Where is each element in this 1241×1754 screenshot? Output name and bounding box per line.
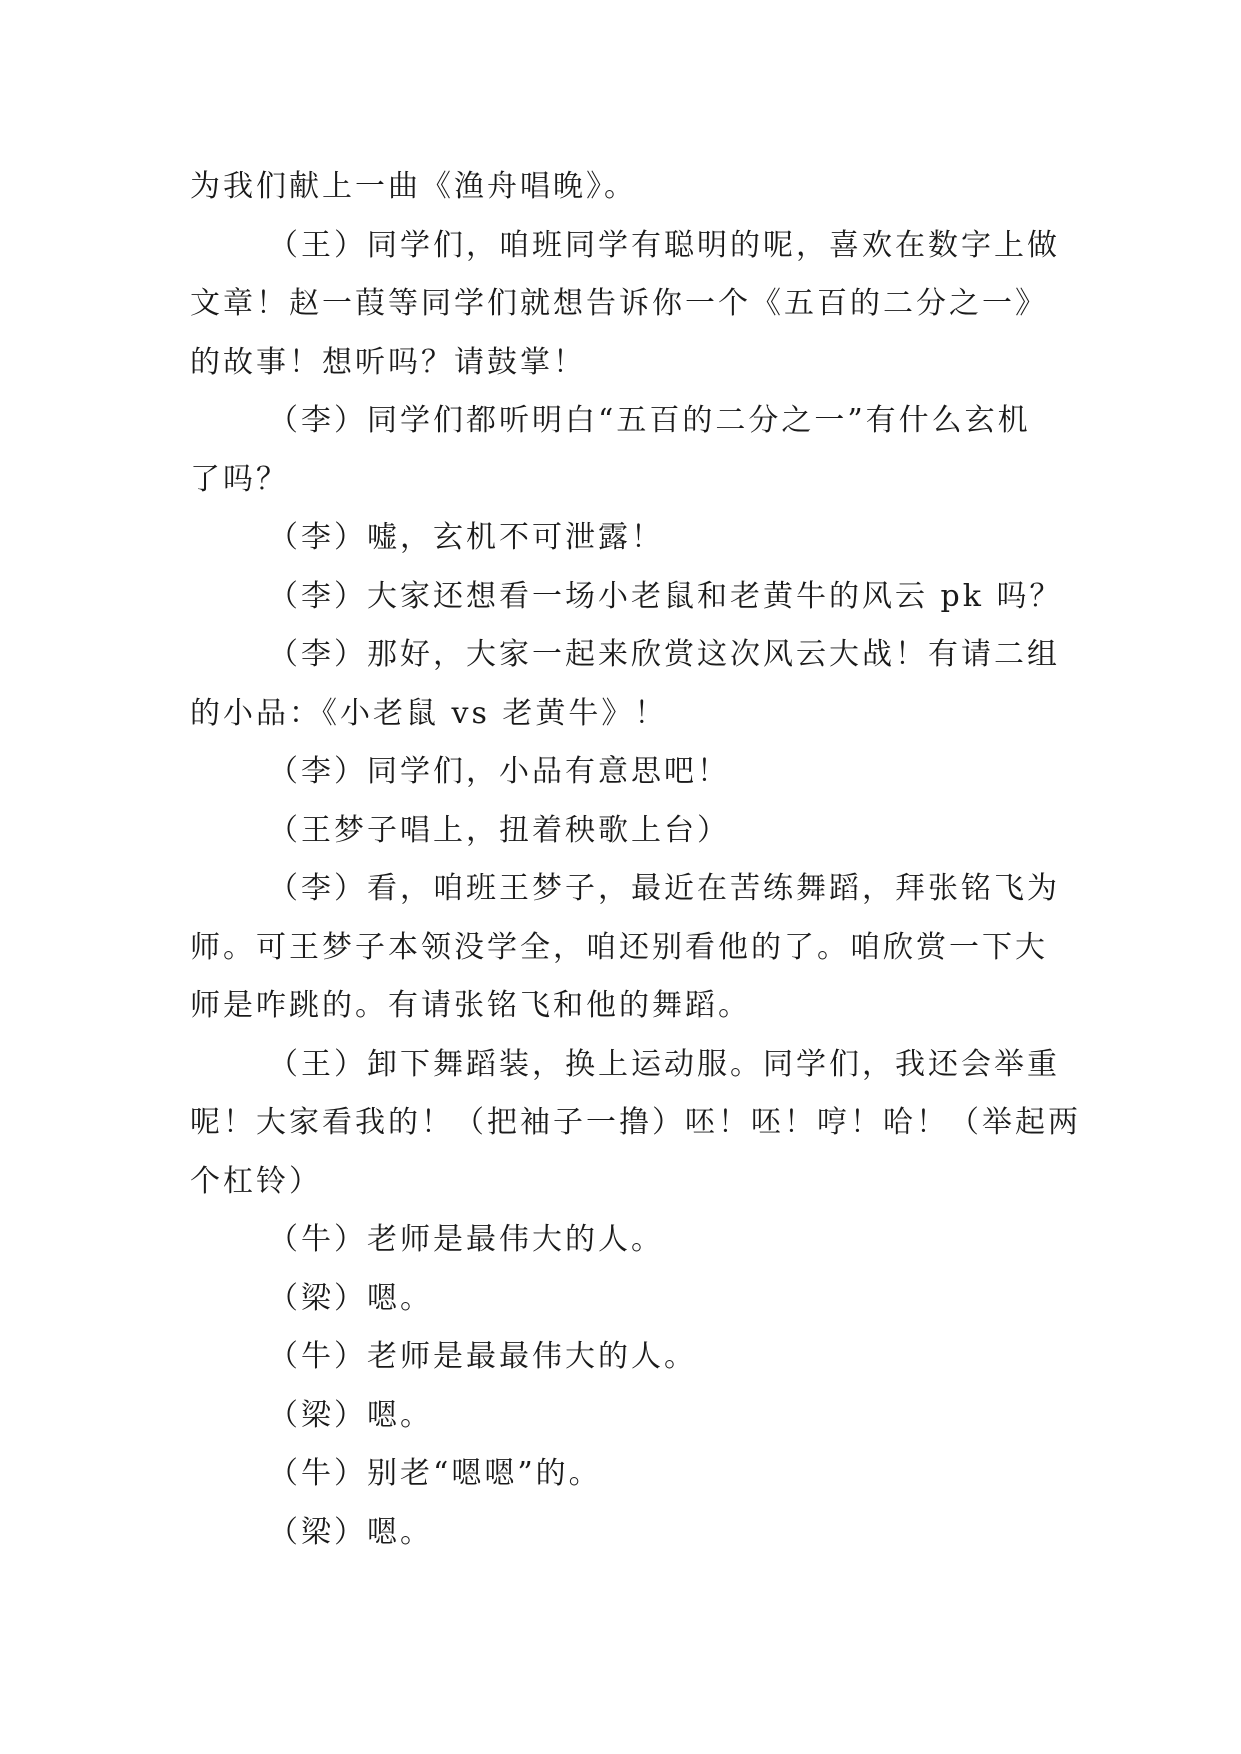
text-line: （李）大家还想看一场小老鼠和老黄牛的风云 pk 吗？: [268, 578, 1063, 614]
paragraph-15: [190, 1445, 1070, 1504]
text-line: （牛）别老“嗯嗯”的。: [268, 1456, 602, 1491]
paragraph-6: [190, 626, 1070, 743]
text-line: （李）看，咱班王梦子，最近在苦练舞蹈，拜张铭飞为: [268, 871, 1060, 906]
text-line: 的故事！想听吗？请鼓掌！: [190, 344, 586, 380]
text-line: （王）同学们，咱班同学有聪明的呢，喜欢在数字上做: [268, 227, 1060, 263]
text-line: （梁）嗯。: [268, 1514, 433, 1550]
text-line: 了吗？: [190, 461, 289, 497]
text-line: （梁）嗯。: [268, 1280, 433, 1316]
paragraph-4: [190, 509, 1070, 568]
paragraph-1: [190, 158, 1070, 217]
paragraph-8: [190, 802, 1070, 861]
text-line: （李）那好，大家一起来欣赏这次风云大战！有请二组: [268, 637, 1060, 672]
text-line: 为我们献上一曲《渔舟唱晚》。: [190, 169, 637, 204]
text-line: （牛）老师是最最伟大的人。: [268, 1339, 697, 1374]
paragraph-12: [190, 1270, 1070, 1329]
text-line: 师。可王梦子本领没学全，咱还别看他的了。咱欣赏一下大: [190, 929, 1048, 965]
paragraph-7: [190, 743, 1070, 802]
paragraph-16: [190, 1504, 1070, 1563]
paragraph-3: [190, 392, 1070, 509]
text-line: （梁）嗯。: [268, 1397, 433, 1433]
text-line: 文章！赵一葭等同学们就想告诉你一个《五百的二分之一》: [190, 286, 1048, 321]
document-body: [190, 158, 1081, 1562]
text-line: （王梦子唱上，扭着秧歌上台）: [268, 812, 730, 848]
text-line: 个杠铃）: [190, 1163, 322, 1199]
paragraph-11: [190, 1211, 1070, 1270]
text-line: （李）嘘，玄机不可泄露！: [268, 520, 664, 555]
paragraph-5: [190, 568, 1070, 627]
paragraph-2: [190, 217, 1070, 393]
text-line: （李）同学们都听明白“五百的二分之一”有什么玄机: [268, 403, 1031, 438]
paragraph-14: [190, 1387, 1070, 1446]
paragraph-13: [190, 1328, 1070, 1387]
text-line: 的小品：《小老鼠 vs 老黄牛》！: [190, 695, 668, 731]
text-line: 呢！大家看我的！（把袖子一撸）呸！呸！哼！哈！（举起两: [190, 1105, 1081, 1140]
text-line: （王）卸下舞蹈装，换上运动服。同学们，我还会举重: [268, 1046, 1060, 1082]
text-line: 师是咋跳的。有请张铭飞和他的舞蹈。: [190, 988, 751, 1023]
text-line: （李）同学们，小品有意思吧！: [268, 754, 730, 789]
paragraph-10: [190, 1036, 1081, 1212]
text-line: （牛）老师是最伟大的人。: [268, 1222, 664, 1257]
paragraph-9: [190, 860, 1070, 1036]
